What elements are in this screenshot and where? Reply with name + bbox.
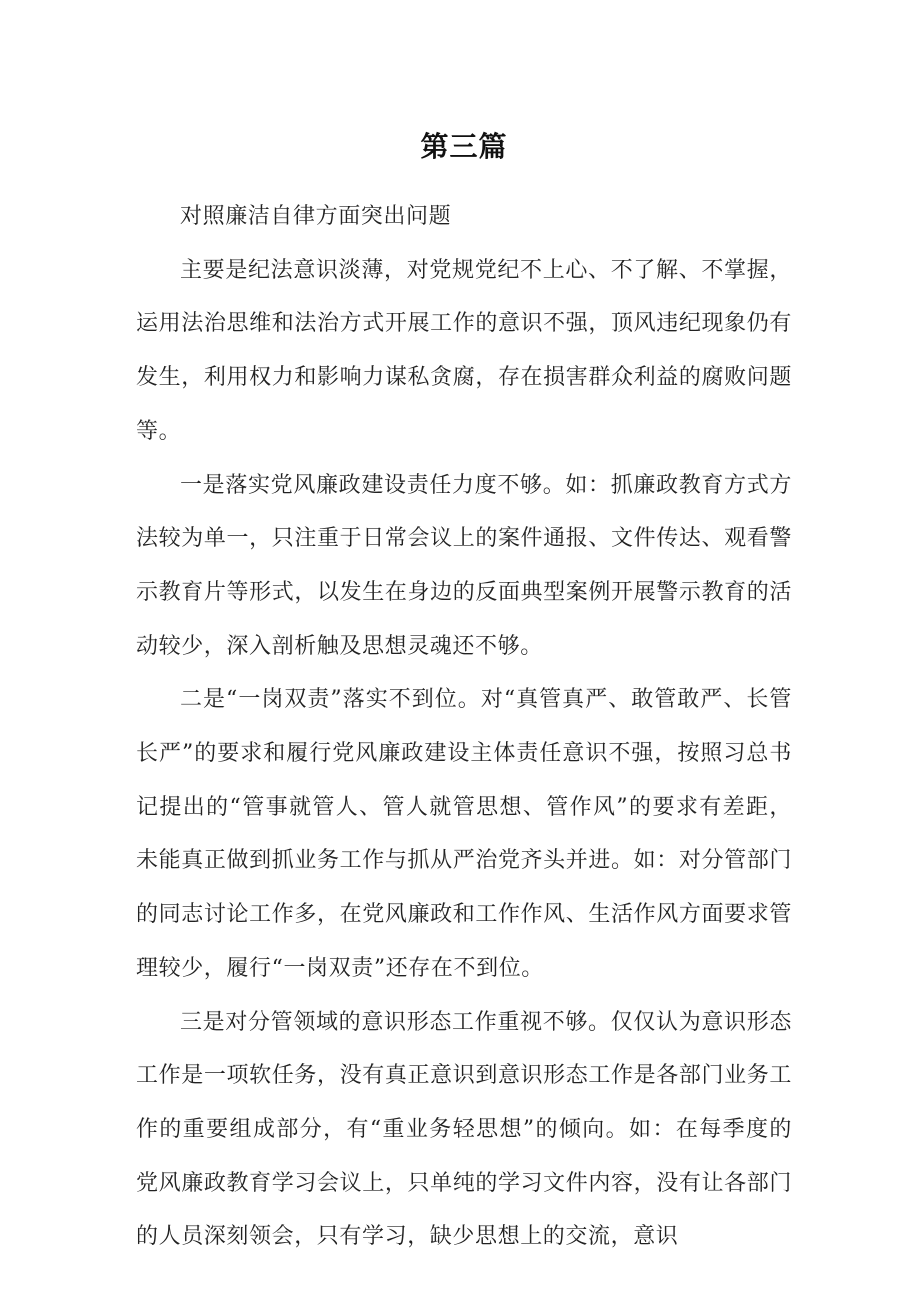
paragraph-point-three: 三是对分管领域的意识形态工作重视不够。仅仅认为意识形态工作是一项软任务，没有真正意识到意识形态工作是各部门业务工作的重要组成部分，有“重业务轻思想”的倾向。如：在每季度的党风廉政教育学习会议上，只单纯的学习文件内容，没有让各部门的人员深刻领会，只有学习，缺少思想上的交流，意识 — [136, 1009, 792, 1250]
paragraph-summary: 主要是纪法意识淡薄，对党规党纪不上心、不了解、不掌握，运用法治思维和法治方式开展工作的意识不强，顶风违纪现象仍有发生，利用权力和影响力谋私贪腐，存在损害群众利益的腐败问题等。 — [136, 257, 792, 444]
paragraph-point-one: 一是落实党风廉政建设责任力度不够。如：抓廉政教育方式方法较为单一，只注重于日常会议上的案件通报、文件传达、观看警示教育片等形式，以发生在身边的反面典型案例开展警示教育的活动较少，深入剖析触及思想灵魂还不够。 — [136, 472, 792, 659]
section-heading: 对照廉洁自律方面突出问题 — [180, 204, 452, 229]
document-title: 第三篇 — [420, 130, 508, 163]
paragraph-point-two: 二是“一岗双责”落实不到位。对“真管真严、敢管敢严、长管长严”的要求和履行党风廉政建设主体责任意识不强，按照习总书记提出的“管事就管人、管人就管思想、管作风”的要求有差距，未能真正做到抓业务工作与抓从严治党齐头并进。如：对分管部门的同志讨论工作多，在党风廉政和工作作风、生活作风方面要求管理较少，履行“一岗双责”还存在不到位。 — [136, 687, 792, 981]
